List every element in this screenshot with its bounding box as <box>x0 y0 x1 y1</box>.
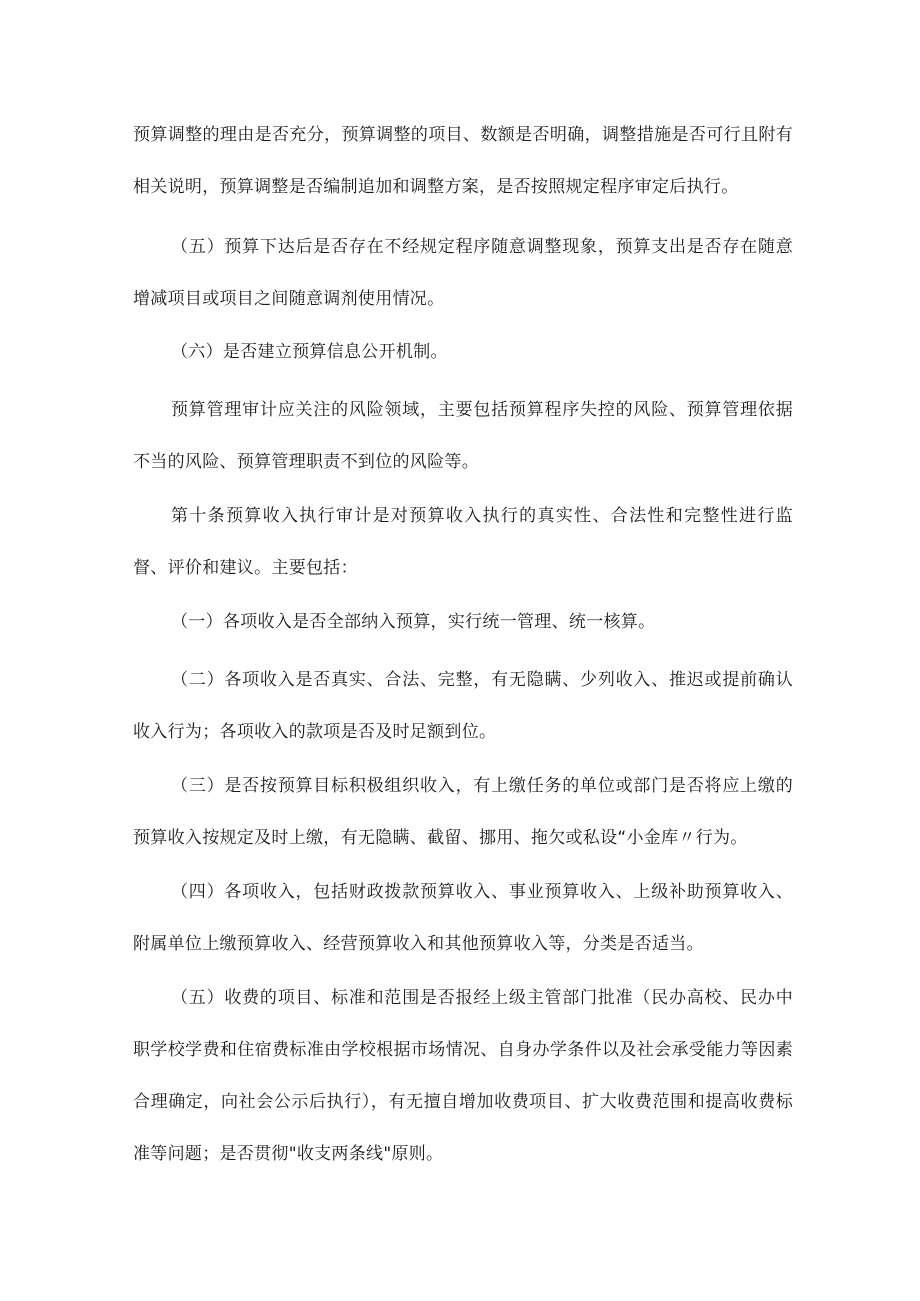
paragraph-item-5-budget-issued: （五）预算下达后是否存在不经规定程序随意调整现象，预算支出是否存在随意增减项目或项目之间随意调剂使用情况。 <box>133 237 793 309</box>
paragraph-article-10: 第十条预算收入执行审计是对预算收入执行的真实性、合法性和完整性进行监督、评价和建议。主要包括： <box>133 506 793 578</box>
paragraph-item-5-fees: （五）收费的项目、标准和范围是否报经上级主管部门批准（民办高校、民办中职学校学费和住宿费标准由学校根据市场情况、自身办学条件以及社会承受能力等因素合理确定，向社会公示后执行），有无擅自增加收费项目、扩大收费范围和提高收费标准等问题；是否贯彻"收支两条线"原则。 <box>133 988 793 1164</box>
paragraph-budget-adjustment: 预算调整的理由是否充分，预算调整的项目、数额是否明确，调整措施是否可行且附有相关说明，预算调整是否编制追加和调整方案，是否按照规定程序审定后执行。 <box>133 125 793 197</box>
paragraph-item-6-info-disclosure: （六）是否建立预算信息公开机制。 <box>171 342 448 362</box>
paragraph-item-2-revenue-authentic: （二）各项收入是否真实、合法、完整，有无隐瞒、少列收入、推迟或提前确认收入行为；各项收入的款项是否及时足额到位。 <box>133 670 793 742</box>
paragraph-item-4-revenue-classification: （四）各项收入，包括财政拨款预算收入、事业预算收入、上级补助预算收入、附属单位上缴预算收入、经营预算收入和其他预算收入等，分类是否适当。 <box>133 882 793 954</box>
paragraph-item-3-revenue-collection: （三）是否按预算目标积极组织收入，有上缴任务的单位或部门是否将应上缴的预算收入按规定及时上缴，有无隐瞒、截留、挪用、拖欠或私设“小金库〃行为。 <box>133 776 793 848</box>
paragraph-risk-areas: 预算管理审计应关注的风险领域，主要包括预算程序失控的风险、预算管理依据不当的风险、预算管理职责不到位的风险等。 <box>133 400 793 472</box>
paragraph-item-1-revenue-budget: （一）各项收入是否全部纳入预算，实行统一管理、统一核算。 <box>171 612 656 632</box>
